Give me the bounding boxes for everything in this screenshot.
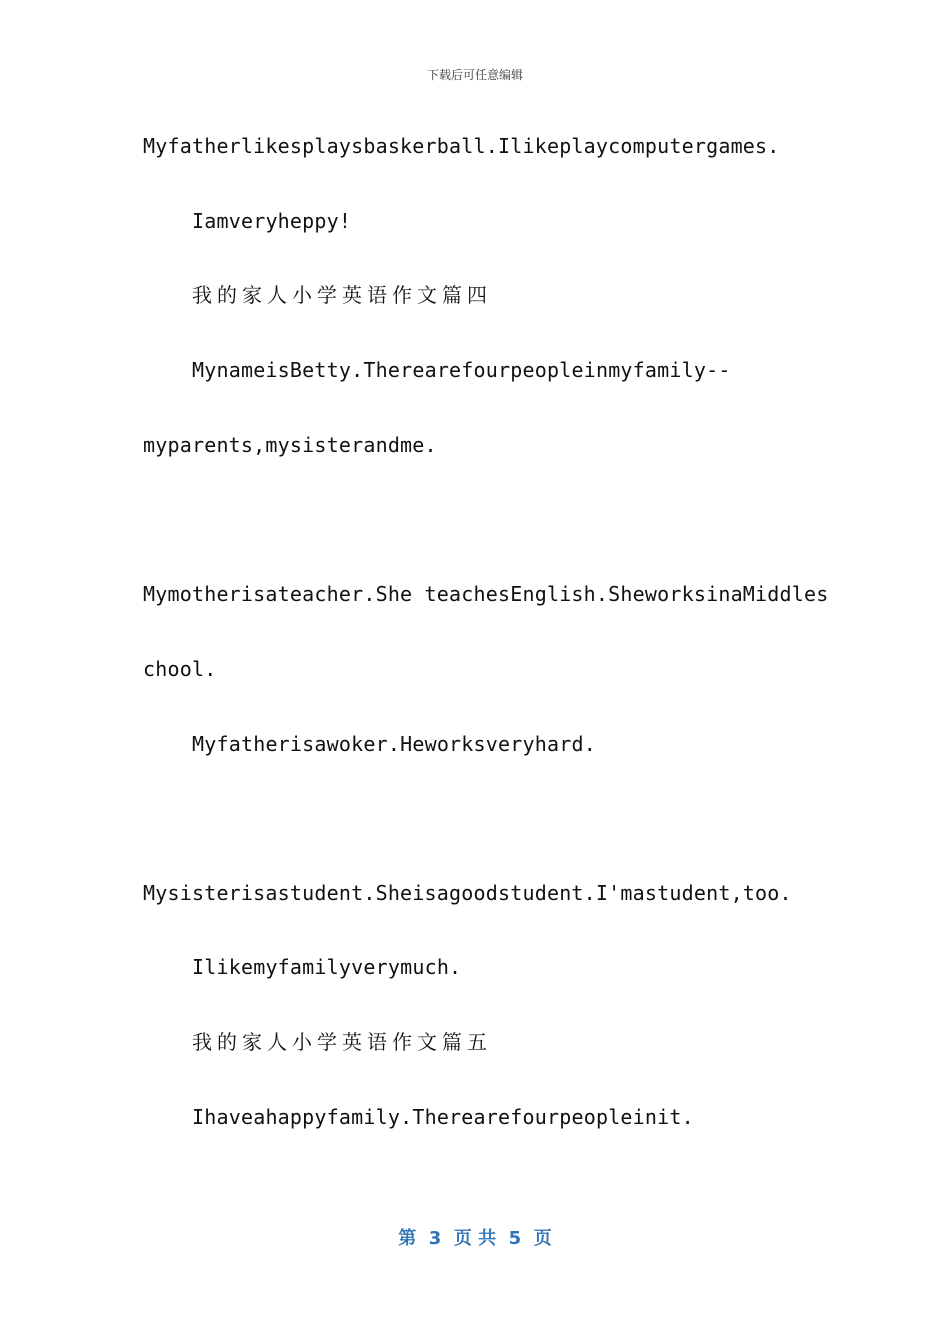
section-heading-5: 我的家人小学英语作文篇五 [192,1030,492,1054]
header-note: 下载后可任意编辑 [426,68,523,82]
body-line-4: MynameisBetty.Therearefourpeopleinmyfamily-- [192,358,731,382]
body-line-6: Mymotherisateacher.She teachesEnglish.SheworksinaMiddles [143,582,829,606]
section-heading-4: 我的家人小学英语作文篇四 [192,283,492,307]
body-line-9: Mysisterisastudent.Sheisagoodstudent.I'mastudent,too. [143,881,792,905]
page-number-footer: 第 3 页 共 5 页 [398,1228,552,1249]
body-line-1: Myfatherlikesplaysbaskerball.Ilikeplaycomputergames. [143,134,780,158]
body-line-5: myparents,mysisterandme. [143,433,437,457]
body-line-12: Ihaveahappyfamily.Therearefourpeopleinit. [192,1105,694,1129]
body-line-10: Ilikemyfamilyverymuch. [192,955,462,979]
body-line-8: Myfatherisawoker.Heworksveryhard. [192,732,596,756]
body-line-2: Iamveryheppy! [192,209,352,233]
body-line-7: chool. [143,657,217,681]
